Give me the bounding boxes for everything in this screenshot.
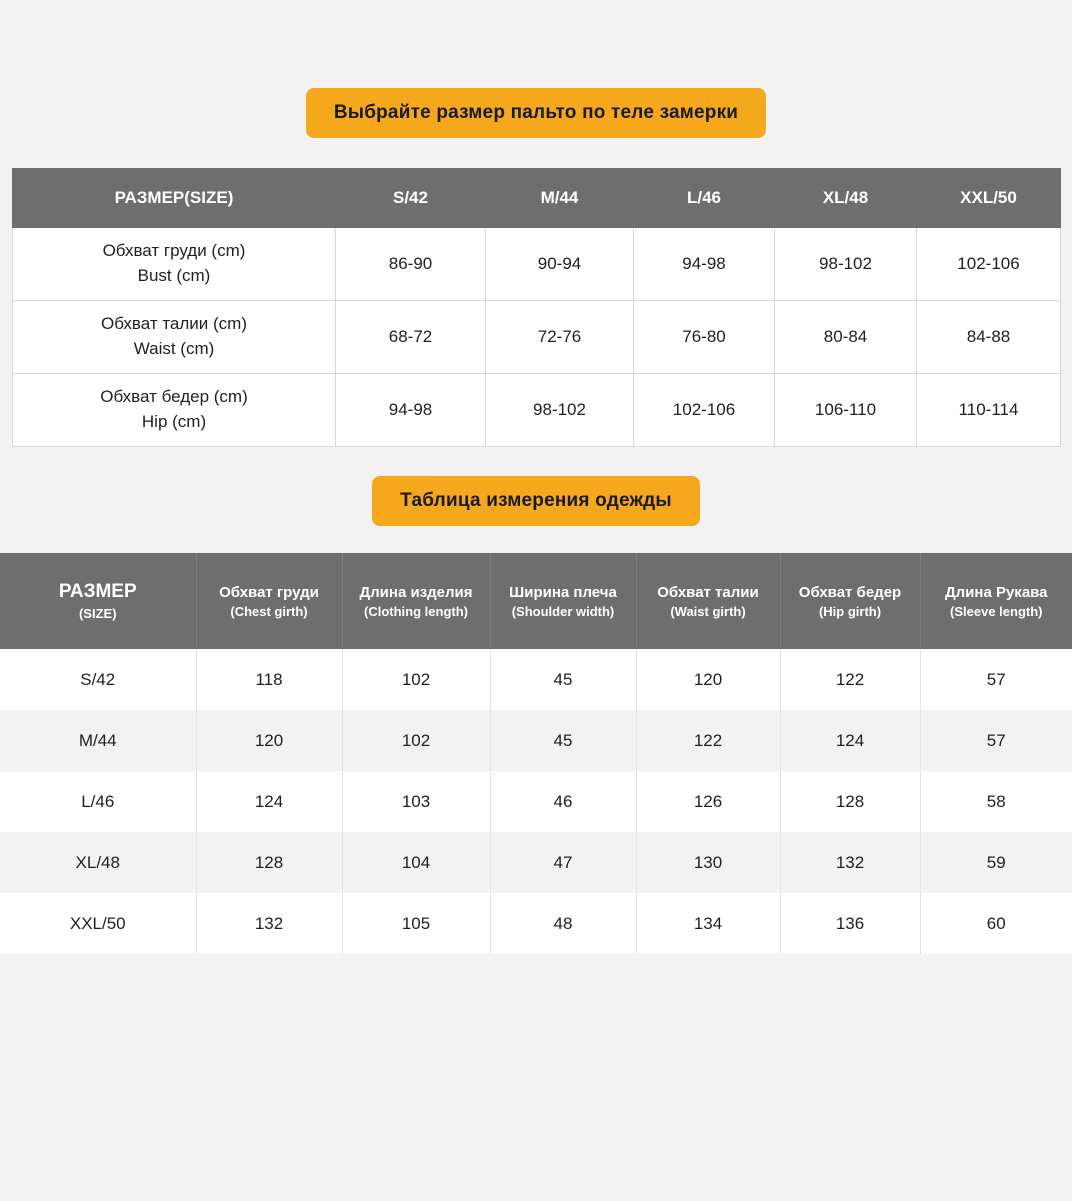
col-header-size: РАЗМЕР(SIZE): [13, 169, 336, 228]
table-row: [13, 301, 1061, 374]
cell-hip: 132: [780, 832, 920, 893]
body-table-body: [13, 228, 1061, 447]
row-label-waist: [13, 301, 336, 374]
col-header-chest: [196, 553, 342, 649]
cell-sleeve: 59: [920, 832, 1072, 893]
cell-hip-l46: 102-106: [634, 374, 775, 447]
size-chart-page: [0, 88, 1072, 1201]
garment-measurements-table: [0, 553, 1072, 954]
col-header-hip: [780, 553, 920, 649]
col-header-s42: S/42: [336, 169, 486, 228]
cell-waist: 122: [636, 710, 780, 771]
table-row: [0, 649, 1072, 710]
cell-chest: 132: [196, 893, 342, 954]
cell-length: 105: [342, 893, 490, 954]
body-table-banner: Выбрайте размер пальто по теле замерки: [306, 88, 766, 138]
cell-hip-s42: 94-98: [336, 374, 486, 447]
cell-hip: 124: [780, 710, 920, 771]
row-label-bust-en: Bust (cm): [137, 266, 211, 285]
col-header-length-ru: Длина изделия: [359, 583, 473, 601]
cell-chest: 120: [196, 710, 342, 771]
cell-chest: 128: [196, 832, 342, 893]
garment-table-banner-row: [0, 476, 1072, 526]
cell-size: XXL/50: [0, 893, 196, 954]
col-header-waist: [636, 553, 780, 649]
cell-sleeve: 57: [920, 710, 1072, 771]
cell-bust-m44: 90-94: [486, 228, 634, 301]
col-header-sleeve-en: (Sleeve length): [950, 603, 1043, 619]
cell-waist-xl48: 80-84: [775, 301, 917, 374]
cell-sleeve: 60: [920, 893, 1072, 954]
cell-size: L/46: [0, 771, 196, 832]
col-header-l46: L/46: [634, 169, 775, 228]
table-row: [0, 893, 1072, 954]
cell-hip-xxl50: 110-114: [917, 374, 1061, 447]
col-header-chest-ru: Обхват груди: [219, 583, 319, 601]
garment-measurements-section: [0, 553, 1072, 954]
col-header-shoulder-en: (Shoulder width): [511, 603, 615, 619]
table-row: [0, 771, 1072, 832]
cell-hip: 136: [780, 893, 920, 954]
body-measurements-section: [0, 168, 1072, 447]
table-row: [0, 710, 1072, 771]
cell-waist: 130: [636, 832, 780, 893]
garment-table-head: [0, 553, 1072, 649]
body-measurements-table: [12, 168, 1061, 447]
col-header-size-en: (SIZE): [78, 606, 117, 621]
col-header-hip-ru: Обхват бедер: [798, 583, 902, 601]
cell-waist: 134: [636, 893, 780, 954]
col-header-sleeve: [920, 553, 1072, 649]
col-header-size-ru: РАЗМЕР: [58, 581, 137, 602]
cell-shoulder: 47: [490, 832, 636, 893]
row-label-waist-en: Waist (cm): [133, 339, 215, 358]
col-header-m44: M/44: [486, 169, 634, 228]
col-header-length-en: (Clothing length): [364, 603, 468, 619]
col-header-shoulder: [490, 553, 636, 649]
col-header-shoulder-ru: Ширина плеча: [509, 583, 617, 601]
col-header-xl48: XL/48: [775, 169, 917, 228]
cell-waist-s42: 68-72: [336, 301, 486, 374]
row-label-bust-ru: Обхват груди (cm): [102, 241, 246, 261]
cell-length: 104: [342, 832, 490, 893]
col-header-hip-en: (Hip girth): [818, 603, 882, 619]
row-label-bust: [13, 228, 336, 301]
col-header-waist-en: (Waist girth): [670, 603, 746, 619]
table-row: [13, 374, 1061, 447]
row-label-hip-ru: Обхват бедер (cm): [100, 387, 248, 407]
cell-hip: 122: [780, 649, 920, 710]
garment-table-body: [0, 649, 1072, 954]
cell-size: XL/48: [0, 832, 196, 893]
cell-shoulder: 46: [490, 771, 636, 832]
col-header-chest-en: (Chest girth): [230, 603, 308, 619]
cell-size: S/42: [0, 649, 196, 710]
garment-table-banner: Таблица измерения одежды: [372, 476, 700, 526]
table-header-row: [0, 553, 1072, 649]
cell-waist: 120: [636, 649, 780, 710]
cell-sleeve: 57: [920, 649, 1072, 710]
table-row: [13, 228, 1061, 301]
col-header-waist-ru: Обхват талии: [657, 583, 759, 601]
cell-bust-xl48: 98-102: [775, 228, 917, 301]
body-table-head: [13, 169, 1061, 228]
cell-waist: 126: [636, 771, 780, 832]
cell-length: 102: [342, 649, 490, 710]
col-header-xxl50: XXL/50: [917, 169, 1061, 228]
cell-size: M/44: [0, 710, 196, 771]
cell-chest: 118: [196, 649, 342, 710]
cell-shoulder: 48: [490, 893, 636, 954]
table-header-row: [13, 169, 1061, 228]
cell-waist-m44: 72-76: [486, 301, 634, 374]
cell-chest: 124: [196, 771, 342, 832]
cell-bust-xxl50: 102-106: [917, 228, 1061, 301]
cell-shoulder: 45: [490, 649, 636, 710]
cell-length: 102: [342, 710, 490, 771]
row-label-hip-en: Hip (cm): [141, 412, 207, 431]
row-label-waist-ru: Обхват талии (cm): [101, 314, 247, 334]
cell-waist-xxl50: 84-88: [917, 301, 1061, 374]
body-table-banner-row: [0, 88, 1072, 138]
cell-sleeve: 58: [920, 771, 1072, 832]
cell-hip-m44: 98-102: [486, 374, 634, 447]
cell-length: 103: [342, 771, 490, 832]
table-row: [0, 832, 1072, 893]
cell-bust-s42: 86-90: [336, 228, 486, 301]
cell-shoulder: 45: [490, 710, 636, 771]
cell-hip-xl48: 106-110: [775, 374, 917, 447]
col-header-sleeve-ru: Длина Рукава: [944, 583, 1048, 601]
row-label-hip: [13, 374, 336, 447]
col-header-length: [342, 553, 490, 649]
cell-waist-l46: 76-80: [634, 301, 775, 374]
col-header-size: [0, 553, 196, 649]
cell-hip: 128: [780, 771, 920, 832]
cell-bust-l46: 94-98: [634, 228, 775, 301]
